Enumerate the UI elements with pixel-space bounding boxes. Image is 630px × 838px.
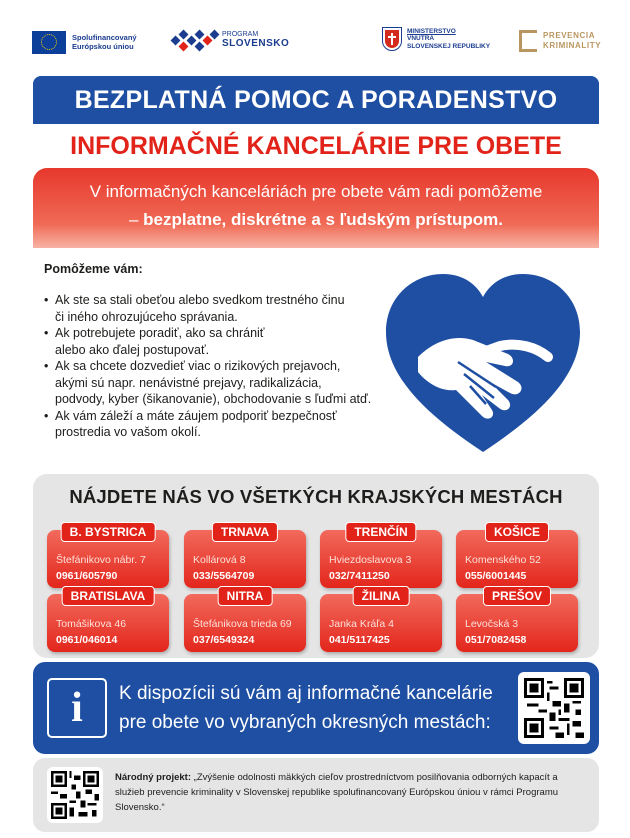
city-card-zilina [320, 589, 442, 652]
city-address: Janka Kráľa 4 [329, 618, 394, 630]
city-card-nitra [184, 589, 306, 652]
city-name: TRENČÍN [345, 522, 416, 542]
city-phone: 041/5117425 [329, 634, 390, 646]
page-subtitle: INFORMAČNÉ KANCELÁRIE PRE OBETE [70, 131, 562, 160]
cities-section [33, 474, 599, 658]
program-slovensko-mark-icon [170, 28, 218, 52]
city-address: Štefánikovo nábr. 7 [56, 554, 146, 566]
heart-handshake-icon [378, 262, 588, 462]
city-name: ŽILINA [353, 586, 410, 606]
slovak-crest-icon [383, 28, 401, 50]
footer-qr-code-icon[interactable] [47, 767, 103, 823]
info-box [33, 662, 599, 754]
ministry-line-3: SLOVENSKEJ REPUBLIKY [407, 42, 491, 50]
city-card-b-bystrica [47, 525, 169, 588]
help-item [44, 408, 424, 441]
intro-dash: – [128, 210, 144, 229]
city-name: TRNAVA [212, 522, 278, 542]
intro-emphasis: bezplatne, diskrétne a s ľudským prístupom. [143, 210, 504, 229]
slovensko-label: SLOVENSKO [222, 38, 290, 50]
city-name: B. BYSTRICA [61, 522, 156, 542]
subtitle-banner [33, 124, 599, 168]
cities-heading: NÁJDETE NÁS VO VŠETKÝCH KRAJSKÝCH MESTÁCH [69, 486, 563, 507]
program-label: PROGRAM [222, 30, 259, 38]
help-item [44, 358, 424, 408]
info-line-2: pre obete vo vybraných okresných mestách: [119, 712, 491, 733]
ministry-logo [383, 28, 490, 50]
city-name: BRATISLAVA [62, 586, 155, 606]
prevention-mark-icon [519, 30, 537, 52]
city-phone: 037/6549324 [193, 634, 255, 646]
city-name: KOŠICE [485, 522, 549, 542]
city-card-presov [456, 589, 578, 652]
help-item [44, 292, 424, 325]
help-item [44, 325, 424, 358]
city-name: NITRA [218, 586, 273, 606]
prevention-logo [519, 30, 601, 52]
city-phone: 0961/046014 [56, 634, 118, 646]
city-card-kosice [456, 525, 578, 588]
intro-box [33, 168, 599, 248]
city-card-trnava [184, 525, 306, 588]
help-item-line: • Ak potrebujete poradiť, ako sa chrániť [55, 326, 265, 340]
city-address: Štefánikova trieda 69 [193, 618, 292, 630]
eu-flag-icon [32, 31, 66, 54]
city-phone: 051/7082458 [465, 634, 527, 646]
eu-logo-text: Spolufinancovaný Európskou úniou [72, 32, 137, 51]
info-icon: i [47, 678, 107, 738]
page-title: BEZPLATNÁ POMOC A PORADENSTVO [74, 85, 558, 114]
city-phone: 055/6001445 [465, 570, 527, 582]
help-item-line: či iného ohrozujúceho správania. [55, 309, 238, 324]
help-item-line: podvody, kyber (šikanovanie), obchodovanie s ľuďmi atď. [55, 392, 372, 406]
help-heading: Pomôžeme vám: [44, 262, 143, 276]
city-name: PREŠOV [483, 586, 551, 606]
eu-logo [32, 31, 152, 54]
footer-project: „Zvýšenie odolnosti mäkkých cieľov prostredníctvom posilňovania odborných kapacít a služieb prevencie kriminality v Slovenskej republike spolufinancovaný Európskou úniou v rámci Programu Slovensko.“ [115, 772, 559, 813]
help-list [44, 292, 424, 441]
prevention-line-2: KRIMINALITY [543, 41, 602, 50]
city-address: Tomášikova 46 [56, 618, 127, 630]
help-section [44, 262, 424, 441]
intro-line-2 [33, 206, 599, 234]
city-address: Komenského 52 [465, 554, 541, 566]
help-item-line: akými sú napr. nenávistné prejavy, radikalizácia, [55, 375, 322, 390]
city-phone: 0961/605790 [56, 570, 118, 582]
help-item-line: • Ak vám záleží a máte záujem podporiť bezpečnosť [55, 408, 337, 423]
qr-code-icon[interactable] [518, 672, 590, 744]
footer-label: Národný projekt: [115, 772, 192, 783]
footer-text [115, 770, 585, 815]
title-banner [33, 76, 599, 124]
ministry-line-2: VNÚTRA [407, 35, 435, 43]
help-item-line: prostredia vo vašom okolí. [55, 425, 201, 439]
city-card-bratislava [47, 589, 169, 652]
ministry-line-1: MINISTERSTVO [407, 28, 456, 35]
help-item-line: • Ak ste sa stali obeťou alebo svedkom trestného činu [55, 293, 345, 307]
info-line-1: K dispozícii sú vám aj informačné kancelárie [119, 683, 493, 704]
city-phone: 033/5564709 [193, 570, 255, 582]
logo-bar [0, 0, 630, 74]
city-phone: 032/7411250 [329, 570, 390, 582]
help-item-line: • Ak sa chcete dozvedieť viac o rizikových prejavoch, [55, 359, 341, 373]
program-slovensko-logo [170, 28, 289, 52]
city-address: Levočská 3 [465, 618, 519, 630]
prevention-line-1: PREVENCIA [543, 31, 596, 41]
intro-line-1: V informačných kanceláriách pre obete vám radi pomôžeme [89, 182, 543, 201]
help-item-line: alebo ako ďalej postupovať. [55, 342, 210, 357]
city-address: Hviezdoslavova 3 [329, 554, 412, 566]
footer-box [33, 758, 599, 832]
city-address: Kollárová 8 [193, 554, 246, 566]
city-card-trencin [320, 525, 442, 588]
